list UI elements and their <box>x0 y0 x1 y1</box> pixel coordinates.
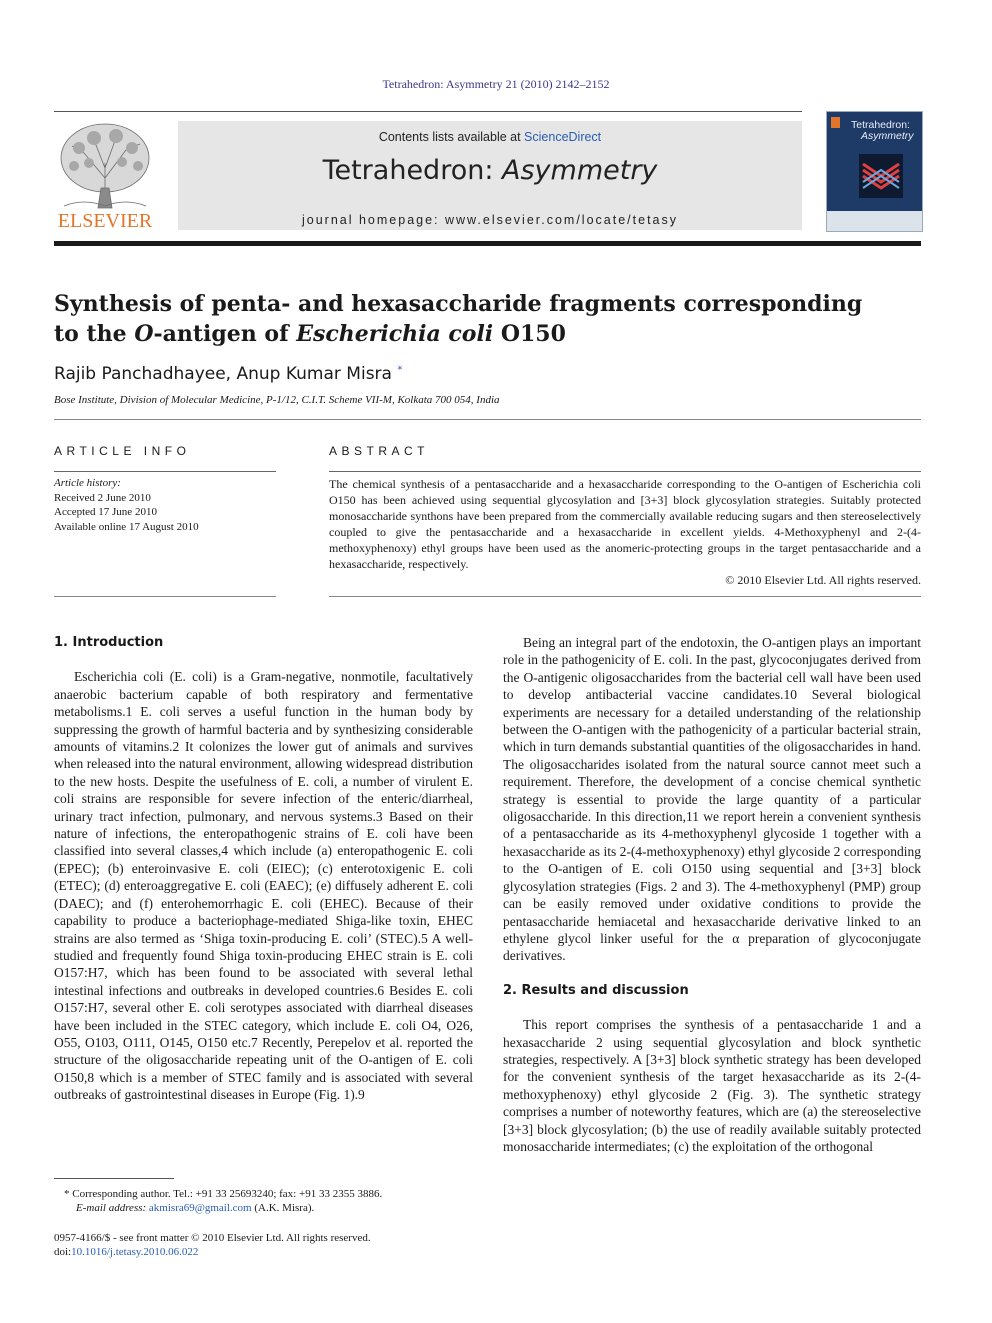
article-info-rule <box>54 471 276 472</box>
title-part: O150 <box>493 321 566 347</box>
abstract-bottom-rule <box>329 596 921 597</box>
email-suffix: (A.K. Misra). <box>251 1202 315 1214</box>
title-part-italic: O <box>134 321 154 347</box>
affiliation-rule <box>54 419 921 420</box>
article-history <box>54 476 199 534</box>
abstract-heading: ABSTRACT <box>329 444 430 458</box>
history-label: Article history: <box>54 477 121 489</box>
article-info-bottom-rule <box>54 596 276 597</box>
abstract-copyright: © 2010 Elsevier Ltd. All rights reserved. <box>725 573 921 587</box>
introduction-heading: 1. Introduction <box>54 635 164 650</box>
results-heading: 2. Results and discussion <box>503 982 689 998</box>
journal-title-plain: Tetrahedron: <box>322 155 503 186</box>
cover-graphic-icon <box>859 154 903 198</box>
results-paragraph-1: This report comprises the synthesis of a pentasaccharide 1 and a hexasaccharide 2 using sequential glycosylation and block synthetic strategies, respectively. A [3+3] block synthetic strategy has been developed for the convenient synthesis of the target hexasaccharide as its 2-(4-methoxyphenoxy) ethyl glycoside 2 (Fig. 3). The synthetic strategy comprises a number of noteworthy features, which are (a) the stereoselective [3+3] block glycosylation; (b) the use of readily available suitably protected monosaccharide intermediates; (c) the exploitation of the orthogonal <box>503 1017 921 1154</box>
header-bottom-rule <box>54 241 921 246</box>
journal-homepage[interactable]: journal homepage: www.elsevier.com/locate/tetasy <box>301 213 678 227</box>
contents-prefix: Contents lists available at <box>378 130 525 144</box>
email-link[interactable]: akmisra69@gmail.com <box>148 1202 252 1214</box>
cover-title <box>851 120 914 142</box>
contents-line <box>178 130 802 144</box>
corresponding-author-footnote: * Corresponding author. Tel.: +91 33 25693240; fax: +91 33 2355 3886. <box>64 1188 383 1200</box>
email-label: E-mail address: <box>76 1202 149 1214</box>
footnote-rule <box>54 1178 174 1179</box>
introduction-paragraph-2: Being an integral part of the endotoxin, the O-antigen plays an important role in the pathogenicity of E. coli. In the past, glycoconjugates derived from the O-antigenic oligosaccharides from the bacterial cell wall have been used to develop antibacterial vaccine candidates.10 Several biological experiments are necessary for a detailed understanding of the relationship between the O-antigen with the pathogenicity of a particular bacterial strain, which in turn demands substantial quantities of the oligosaccharides in hand. The oligosaccharides isolated from the natural source cannot meet such a requirement. Therefore, the development of a concise chemical synthetic strategy is essential to provide the large quantity of a particular oligosaccharide. In this direction,11 we report herein a convenient synthesis of a pentasaccharide as its 4-methoxyphenyl glycoside 1 together with a hexasaccharide as its 2-(4-methoxyphenoxy) ethyl glycoside 2 corresponding to the O-antigen of E. coli O150 using sequential and [3+3] block glycosylation strategies (Figs. 2 and 3). The 4-methoxyphenyl (PMP) group can be easily removed under oxidative conditions to provide the pentasaccharide hemiacetal and hexasaccharide derivative linked to an ethylene glycol linker useful for the α preparation of glycoconjugate derivatives. <box>503 635 921 964</box>
corresponding-author-mark[interactable]: * <box>397 364 403 376</box>
journal-title <box>178 155 802 186</box>
article-title-line2 <box>54 319 874 349</box>
elsevier-wordmark[interactable]: ELSEVIER <box>57 210 153 232</box>
title-part: to the <box>54 321 135 347</box>
received-date: Received 2 June 2010 <box>54 491 151 504</box>
accepted-date: Accepted 17 June 2010 <box>54 506 157 518</box>
doi-link[interactable]: 10.1016/j.tetasy.2010.06.022 <box>71 1246 199 1258</box>
abstract-body <box>329 476 921 588</box>
sciencedirect-link[interactable]: ScienceDirect <box>524 130 602 144</box>
journal-cover-image[interactable] <box>826 111 923 232</box>
abstract-rule <box>329 471 921 472</box>
right-column <box>503 634 921 1155</box>
authors[interactable]: Rajib Panchadhayee, Anup Kumar Misra <box>54 364 392 384</box>
bottom-notes <box>54 1231 474 1259</box>
title-part: -antigen of <box>153 321 297 347</box>
cover-title-line1: Tetrahedron: <box>851 119 910 131</box>
title-organism: Escherichia coli <box>296 321 494 347</box>
journal-citation[interactable]: Tetrahedron: Asymmetry 21 (2010) 2142–2152 <box>382 77 610 91</box>
header-top-rule <box>54 111 802 112</box>
article-title-line1: Synthesis of penta- and hexasaccharide fragments corresponding <box>54 291 863 317</box>
online-date: Available online 17 August 2010 <box>54 520 199 533</box>
footnotes <box>64 1187 464 1215</box>
introduction-paragraph-1: Escherichia coli (E. coli) is a Gram-negative, nonmotile, facultatively anaerobic bacterium capable of both respiratory and fermentative metabolisms.1 E. coli serves a useful function in the human body by suppressing the growth of harmful bacteria and by synthesizing considerable amounts of vitamins.2 It colonizes the lower gut of animals and survives when released into the natural environment, allowing widespread distribution to the new hosts. Despite the usefulness of E. coli, a number of virulent E. coli strains are responsible for severe infection of the enteric/diarrheal, urinary tract infection, pulmonary, and nervous systems.3 Based on their nature of infections, the enteropathogenic strains of E. coli have been classified into several classes,4 which include (a) enteropathogenic E. coli (EPEC); (b) enteroinvasive E. coli (EIEC); (c) enterotoxigenic E. coli (ETEC); (d) enteroaggregative E. coli (EAEC); (e) diffusely adherent E. coli (DAEC); and (f) enterohemorrhagic E. coli (EHEC). Because of their capability to produce a bacteriophage-mediated Shiga-like toxin, EHEC strains are also termed as ‘Shiga toxin-producing E. coli’ (STEC).5 A well-studied and frequently found Shiga toxin-producing EHEC strain is E. coli O157:H7, which has been found to be associated with several lethal intestinal infections and outbreaks in developed countries.6 Besides E. coli O157:H7, several other E. coli serotypes associated with diarrheal diseases have been included in the STEC category, which include E. coli O4, O26, O55, O103, O111, O145, O150 etc.7 Recently, Perepelov et al. reported the structure of the oligosaccharide repeating unit of the O-antigen of E. coli O150,8 which is a member of STEC family and is associated with several outbreaks of gastrointestinal diseases in Europe (Fig. 1).9 <box>54 669 473 1103</box>
article-title <box>54 289 874 349</box>
affiliation: Bose Institute, Division of Molecular Medicine, P-1/12, C.I.T. Scheme VII-M, Kolkata 700 054, India <box>54 394 500 406</box>
left-column <box>54 634 473 1104</box>
journal-masthead <box>178 121 802 230</box>
issn-line: 0957-4166/$ - see front matter © 2010 Elsevier Ltd. All rights reserved. <box>54 1232 371 1244</box>
cover-elsevier-mark <box>831 117 840 128</box>
journal-title-italic: Asymmetry <box>502 155 658 186</box>
author-list <box>54 364 402 384</box>
cover-title-line2: Asymmetry <box>861 130 914 142</box>
abstract-text: The chemical synthesis of a pentasaccharide and a hexasaccharide corresponding to the O-antigen of Escherichia coli O150 has been achieved using sequential glycosylation and [3+3] block glycosylation strategies. Suitably protected monosaccharide synthons have been prepared from the commercially available reducing sugars and then stereoselectively coupled to give the pentasaccharide and a hexasaccharide in excellent yields. 4-Methoxyphenyl and 2-(4-methoxyphenoxy) ethyl groups have been used as the anomeric-protecting groups in the target pentasaccharide and a hexasaccharide, respectively. <box>329 477 921 571</box>
email-footnote <box>64 1201 464 1215</box>
cover-footer-band <box>827 211 922 231</box>
article-info-heading: ARTICLE INFO <box>54 444 191 458</box>
doi-label: doi: <box>54 1246 72 1258</box>
doi-line <box>54 1245 474 1259</box>
